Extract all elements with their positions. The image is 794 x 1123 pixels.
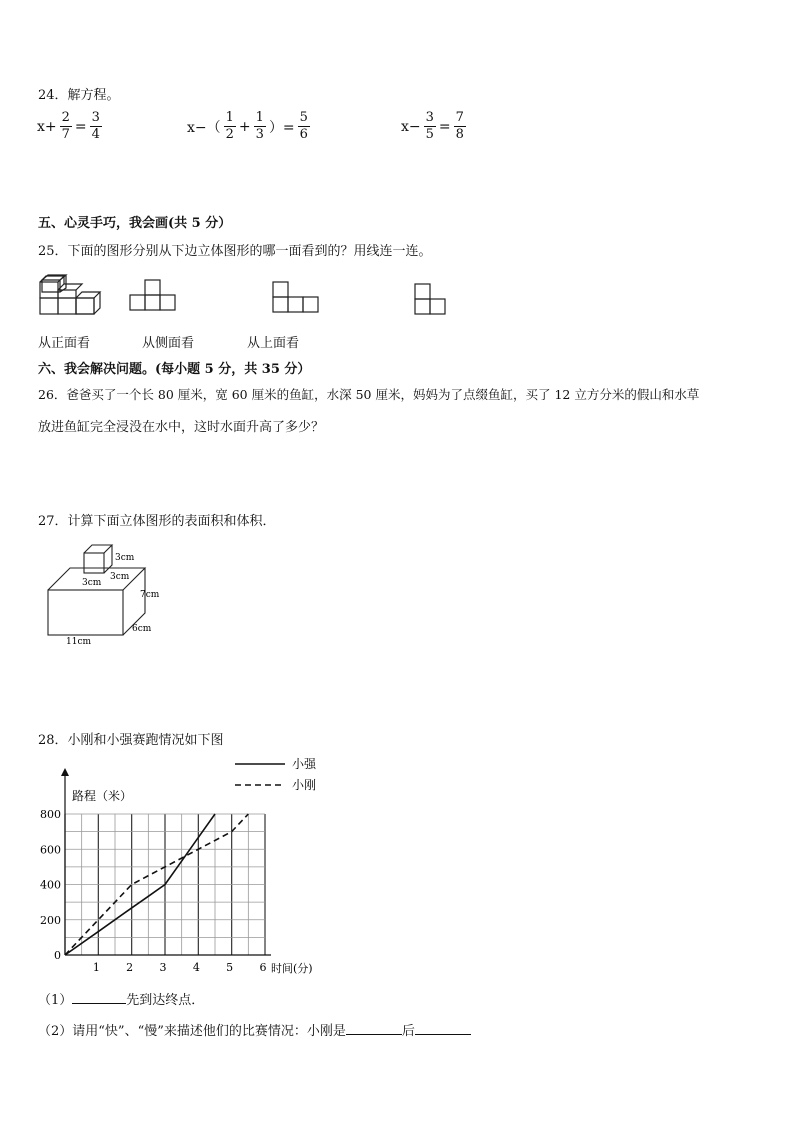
denominator: 6 xyxy=(299,127,308,142)
view-top xyxy=(273,282,318,312)
small-cube-sides xyxy=(84,545,112,573)
numerator: 5 xyxy=(299,110,308,125)
q28-sub2-prefix: （2）请用“快”、“慢”来描述他们的比赛情况：小刚是 xyxy=(38,1024,346,1039)
eq1-pre: x+ xyxy=(37,118,57,135)
q25-label-side: 从侧面看 xyxy=(142,336,195,351)
label-big-d: 6cm xyxy=(132,624,152,634)
denominator: 4 xyxy=(91,127,100,142)
denominator: 8 xyxy=(455,127,464,142)
q25-label-front: 从正面看 xyxy=(38,336,91,351)
fraction xyxy=(298,110,310,143)
q28-sub1 xyxy=(38,989,204,1008)
q26-line2: 放进鱼缸完全浸没在水中，这时水面升高了多少？ xyxy=(38,420,325,435)
equals-sign: = xyxy=(74,118,87,135)
race-chart xyxy=(30,752,340,980)
x-tick-label: 5 xyxy=(226,961,234,974)
plus-sign: + xyxy=(238,118,251,135)
q25-title: 25．下面的图形分别从下边立体图形的哪一面看到的？用线连一连。 xyxy=(38,244,432,259)
eq3-pre: x− xyxy=(401,118,421,135)
section-5-title: 五、心灵手巧，我会画(共 5 分） xyxy=(38,216,232,231)
x-tick-label: 4 xyxy=(192,961,200,974)
small-cube-front xyxy=(84,553,104,573)
numerator: 3 xyxy=(425,110,434,125)
y-axis-label: 路程（米） xyxy=(72,789,133,803)
denominator: 2 xyxy=(225,127,234,142)
fraction xyxy=(454,110,466,143)
x-tick-label: 2 xyxy=(126,961,134,974)
numerator: 2 xyxy=(61,110,70,125)
eq2-close: ）= xyxy=(268,119,295,136)
x-tick-label: 3 xyxy=(159,961,167,974)
label-small-d: 3cm xyxy=(110,572,130,582)
q28-sub2-mid: 后 xyxy=(401,1024,415,1039)
y-tick-label: 400 xyxy=(40,878,61,892)
section-6-title: 六、我会解决问题。(每小题 5 分，共 35 分） xyxy=(38,362,311,377)
denominator: 7 xyxy=(61,127,70,142)
chart-legend xyxy=(235,757,317,792)
view-side xyxy=(130,280,175,310)
equation-2 xyxy=(186,110,312,143)
y-axis-arrow xyxy=(61,768,69,776)
label-big-w: 11cm xyxy=(66,637,92,647)
label-small-w: 3cm xyxy=(82,578,102,588)
equation-3 xyxy=(400,110,468,143)
q27-solid-figure xyxy=(40,540,180,650)
fraction xyxy=(90,110,102,143)
fraction xyxy=(60,110,72,143)
x-tick-label: 1 xyxy=(92,961,100,974)
equation-1 xyxy=(36,110,104,143)
q25-label-top: 从上面看 xyxy=(247,336,300,351)
q24-title: 24．解方程。 xyxy=(38,88,120,103)
x-axis-label: 时间(分) xyxy=(271,962,313,975)
denominator: 3 xyxy=(255,127,264,142)
legend-label: 小刚 xyxy=(292,778,317,792)
answer-blank[interactable] xyxy=(415,1034,471,1035)
q28-sub2 xyxy=(38,1020,471,1039)
fraction xyxy=(224,110,236,143)
answer-blank[interactable] xyxy=(72,1003,126,1004)
fraction xyxy=(424,110,436,143)
y-tick-label: 600 xyxy=(40,843,61,857)
denominator: 5 xyxy=(425,127,434,142)
y-tick-label: 800 xyxy=(40,808,61,821)
numerator: 1 xyxy=(225,110,234,125)
eq2-pre: x−（ xyxy=(187,119,221,136)
answer-blank[interactable] xyxy=(346,1034,402,1035)
q27-title: 27．计算下面立体图形的表面积和体积． xyxy=(38,514,276,529)
label-small-h: 3cm xyxy=(115,553,135,563)
y-tick-label: 0 xyxy=(54,949,61,962)
big-box-front xyxy=(48,590,123,635)
numerator: 7 xyxy=(455,110,464,125)
label-big-h: 7cm xyxy=(140,590,160,600)
q26-line1: 26．爸爸买了一个长 80 厘米，宽 60 厘米的鱼缸，水深 50 厘米，妈妈为了点缀鱼缸，买了 12 立方分米的假山和水草 xyxy=(38,387,700,402)
x-tick-label: 6 xyxy=(259,961,267,974)
fraction xyxy=(254,110,266,143)
solid-figure xyxy=(40,275,100,314)
equals-sign: = xyxy=(438,118,451,135)
view-front xyxy=(415,284,445,314)
q28-sub1-prefix: （1） xyxy=(38,993,73,1008)
q28-sub1-suffix: 先到达终点． xyxy=(126,993,205,1008)
y-tick-label: 200 xyxy=(40,913,61,927)
q25-figures xyxy=(30,270,470,326)
legend-label: 小强 xyxy=(292,757,317,771)
numerator: 1 xyxy=(255,110,264,125)
numerator: 3 xyxy=(91,110,100,125)
q28-title: 28．小刚和小强赛跑情况如下图 xyxy=(38,733,224,748)
